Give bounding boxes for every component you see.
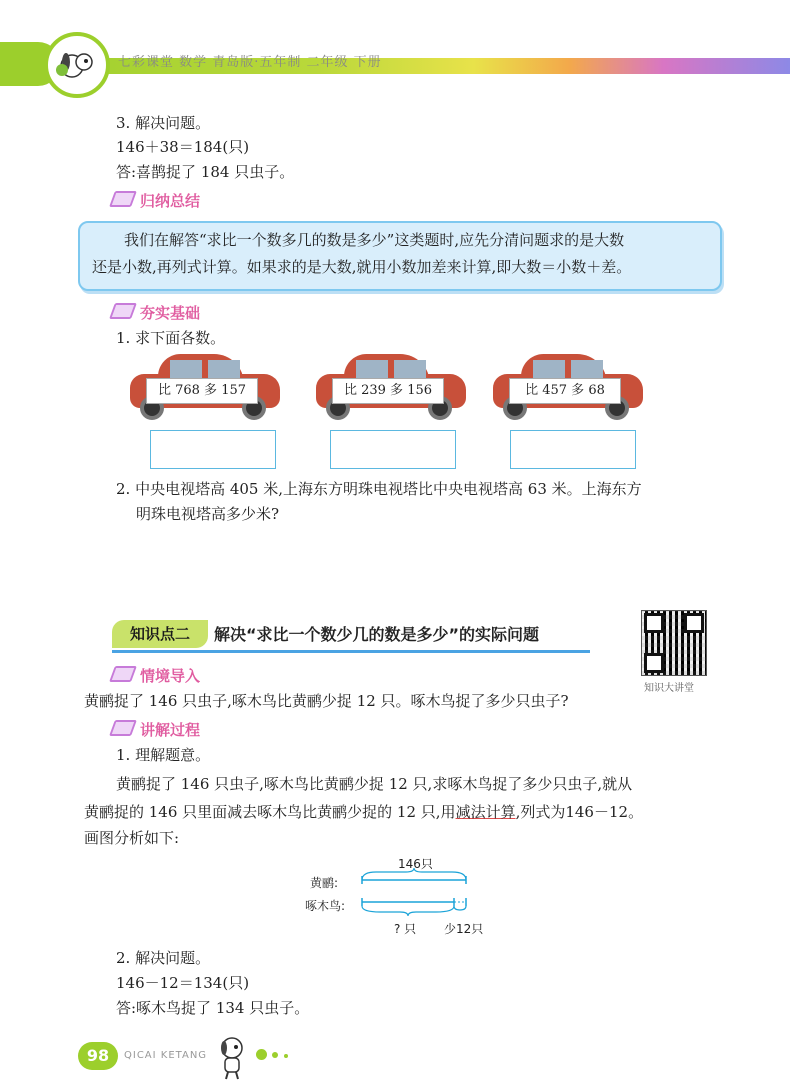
car-label: 比 239 多 156 [332, 378, 444, 404]
car-window [208, 360, 240, 378]
subtraction-keyword: 减法计算 [455, 803, 516, 821]
car-label: 比 457 多 68 [509, 378, 621, 404]
qr-finder [644, 613, 664, 633]
practice-title-text: 夯实基础 [140, 304, 201, 322]
diagram-top-label: 146只 [398, 857, 433, 871]
diagram-less-label: 少12只 [444, 922, 484, 936]
car-window [533, 360, 565, 378]
qr-finder [644, 653, 664, 673]
practice-q1: 1. 求下面各数。 [116, 329, 226, 347]
footer-dot-medium [272, 1052, 278, 1058]
part3-answer: 答:喜鹊捉了 184 只虫子。 [116, 163, 295, 181]
summary-title-text: 归纳总结 [140, 192, 201, 210]
car-window [571, 360, 603, 378]
footer-dog-mascot-icon [212, 1034, 252, 1080]
answer-box-3[interactable] [510, 430, 636, 469]
answer-box-1[interactable] [150, 430, 276, 469]
diagram-unknown-label: ? 只 [394, 922, 417, 936]
mascot-logo [44, 32, 110, 98]
book-icon [109, 191, 137, 207]
car-2 [316, 350, 471, 420]
process-para-line-2 [84, 801, 643, 823]
practice-section-title [112, 302, 200, 323]
car-label: 比 768 多 157 [146, 378, 258, 404]
process-section-title [112, 719, 200, 740]
book-icon [109, 303, 137, 319]
car-3 [493, 350, 648, 420]
process-para-line-2a: 黄鹂捉的 146 只里面减去啄木鸟比黄鹂少捉的 12 只,用 [84, 803, 456, 821]
part3-heading: 3. 解决问题。 [116, 114, 211, 132]
summary-line-1: 我们在解答“求比一个数多几的数是多少”这类题时,应先分清问题求的是大数 [124, 231, 625, 249]
book-icon [109, 720, 137, 736]
qr-caption: 知识大讲堂 [644, 683, 694, 694]
summary-section-title [112, 190, 200, 211]
process-formula: 146－12＝134(只) [116, 974, 250, 992]
dog-mascot-icon [48, 36, 106, 94]
process-para-line-1: 黄鹂捉了 146 只虫子,啄木鸟比黄鹂少捉 12 只,求啄木鸟捉了多少只虫子,就从 [116, 775, 633, 793]
part3-formula: 146＋38＝184(只) [116, 138, 250, 156]
bar-diagram [356, 868, 476, 918]
process-answer: 答:啄木鸟捉了 134 只虫子。 [116, 999, 310, 1017]
car-window [170, 360, 202, 378]
car-1 [130, 350, 285, 420]
practice-q2-line-1: 2. 中央电视塔高 405 米,上海东方明珠电视塔比中央电视塔高 63 米。上海东方 [116, 480, 642, 498]
book-icon [109, 666, 137, 682]
page-number: 98 [78, 1042, 118, 1070]
process-para-line-2c: ,列式为146－12。 [515, 803, 644, 821]
car-window [356, 360, 388, 378]
process-para-line-3: 画图分析如下: [84, 829, 180, 847]
car-window [394, 360, 426, 378]
knowledge-underline [112, 650, 590, 653]
summary-line-2: 还是小数,再列式计算。如果求的是大数,就用小数加差来计算,即大数＝小数＋差。 [92, 258, 632, 276]
header-title: 七彩课堂 数学 青岛版·五年制 二年级 下册 [118, 55, 382, 70]
footer-dot-small [284, 1054, 288, 1058]
process-step1: 1. 理解题意。 [116, 746, 211, 764]
process-step2: 2. 解决问题。 [116, 949, 211, 967]
intro-section-title [112, 665, 200, 686]
diagram-row1-label: 黄鹂: [310, 876, 339, 890]
diagram-row2-label: 啄木鸟: [305, 899, 346, 913]
qr-code-icon[interactable] [641, 610, 707, 676]
intro-text: 黄鹂捉了 146 只虫子,啄木鸟比黄鹂少捉 12 只。啄木鸟捉了多少只虫子? [84, 692, 569, 710]
intro-title-text: 情境导入 [140, 667, 201, 685]
footer-dot-large [256, 1049, 267, 1060]
answer-box-2[interactable] [330, 430, 456, 469]
practice-q2-line-2: 明珠电视塔高多少米? [136, 505, 280, 523]
knowledge-title: 解决“求比一个数少几的数是多少”的实际问题 [214, 625, 540, 644]
knowledge-tag: 知识点二 [112, 620, 208, 648]
process-title-text: 讲解过程 [140, 721, 201, 739]
footer-brand: QICAI KETANG [124, 1050, 208, 1061]
qr-finder [684, 613, 704, 633]
